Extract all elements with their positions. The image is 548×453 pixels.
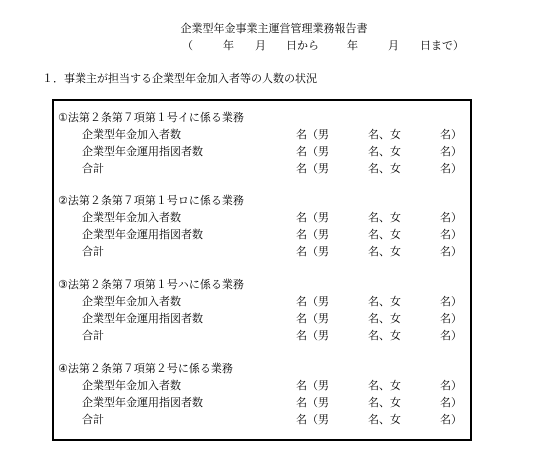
group-title: ④法第２条第７項第２号に係る業務 [58, 362, 233, 375]
count-unit-label: 名（男 [296, 228, 329, 241]
row-label: 企業型年金加入者数 [82, 295, 181, 308]
male-count-unit-label: 名、女 [368, 245, 401, 258]
count-unit-label: 名（男 [296, 329, 329, 342]
count-unit-label: 名（男 [296, 413, 329, 426]
female-count-unit-label: 名） [440, 379, 462, 392]
female-count-unit-label: 名） [440, 312, 462, 325]
period-open-paren: （ [182, 39, 193, 52]
row-label: 合計 [82, 329, 104, 342]
row-label: 企業型年金加入者数 [82, 379, 181, 392]
group-title: ②法第２条第７項第１号ロに係る業務 [58, 194, 244, 207]
female-count-unit-label: 名） [440, 211, 462, 224]
period-day-to: 日まで） [420, 39, 464, 52]
male-count-unit-label: 名、女 [368, 128, 401, 141]
count-unit-label: 名（男 [296, 211, 329, 224]
female-count-unit-label: 名） [440, 162, 462, 175]
report-title: 企業型年金事業主運営管理業務報告書 [180, 22, 368, 35]
female-count-unit-label: 名） [440, 329, 462, 342]
female-count-unit-label: 名） [440, 396, 462, 409]
row-label: 合計 [82, 413, 104, 426]
male-count-unit-label: 名、女 [368, 145, 401, 158]
male-count-unit-label: 名、女 [368, 211, 401, 224]
female-count-unit-label: 名） [440, 228, 462, 241]
row-label: 企業型年金運用指図者数 [82, 145, 203, 158]
row-label: 合計 [82, 245, 104, 258]
row-label: 企業型年金加入者数 [82, 211, 181, 224]
period-month-to: 月 [388, 39, 399, 52]
female-count-unit-label: 名） [440, 245, 462, 258]
male-count-unit-label: 名、女 [368, 329, 401, 342]
period-day-from: 日から [286, 39, 319, 52]
female-count-unit-label: 名） [440, 295, 462, 308]
count-unit-label: 名（男 [296, 396, 329, 409]
participant-count-box [52, 99, 472, 441]
female-count-unit-label: 名） [440, 128, 462, 141]
count-unit-label: 名（男 [296, 379, 329, 392]
row-label: 合計 [82, 162, 104, 175]
count-unit-label: 名（男 [296, 162, 329, 175]
period-month-from: 月 [255, 39, 266, 52]
group-title: ①法第２条第７項第１号イに係る業務 [58, 111, 244, 124]
row-label: 企業型年金運用指図者数 [82, 312, 203, 325]
period-year-from: 年 [223, 39, 234, 52]
male-count-unit-label: 名、女 [368, 228, 401, 241]
group-title: ③法第２条第７項第１号ハに係る業務 [58, 278, 244, 291]
female-count-unit-label: 名） [440, 413, 462, 426]
row-label: 企業型年金運用指図者数 [82, 228, 203, 241]
count-unit-label: 名（男 [296, 145, 329, 158]
count-unit-label: 名（男 [296, 312, 329, 325]
female-count-unit-label: 名） [440, 145, 462, 158]
male-count-unit-label: 名、女 [368, 396, 401, 409]
row-label: 企業型年金運用指図者数 [82, 396, 203, 409]
male-count-unit-label: 名、女 [368, 413, 401, 426]
male-count-unit-label: 名、女 [368, 162, 401, 175]
male-count-unit-label: 名、女 [368, 312, 401, 325]
count-unit-label: 名（男 [296, 295, 329, 308]
row-label: 企業型年金加入者数 [82, 128, 181, 141]
male-count-unit-label: 名、女 [368, 379, 401, 392]
male-count-unit-label: 名、女 [368, 295, 401, 308]
period-year-to: 年 [347, 39, 358, 52]
section-heading: １．事業主が担当する企業型年金加入者等の人数の状況 [42, 72, 317, 85]
count-unit-label: 名（男 [296, 245, 329, 258]
count-unit-label: 名（男 [296, 128, 329, 141]
